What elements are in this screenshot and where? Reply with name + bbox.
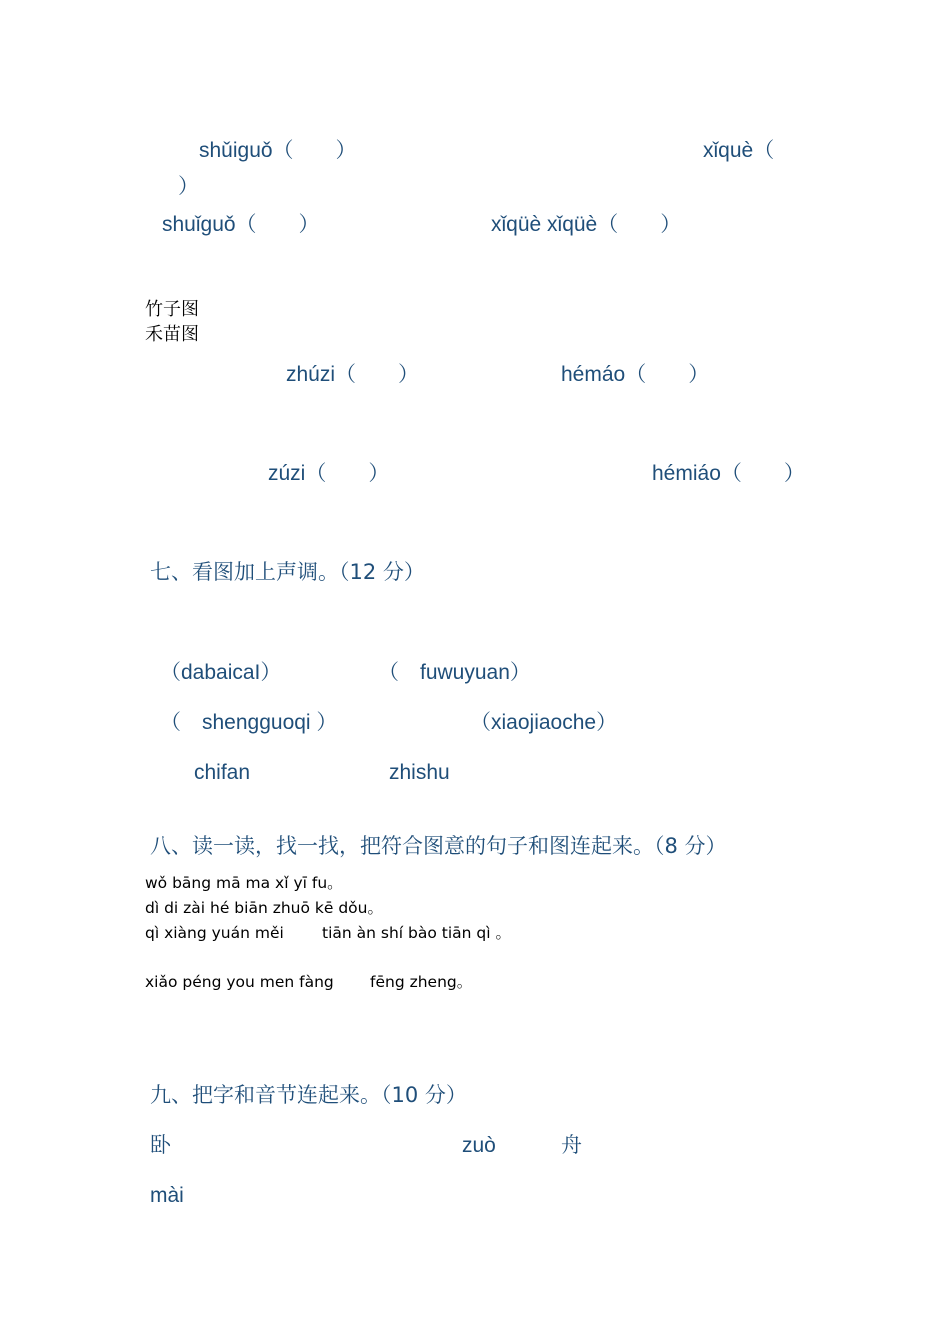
sentence-1: wǒ bāng mā ma xǐ yī fu。 (145, 874, 343, 892)
pinyin-shengguoqi: （ shengguoqi ） (160, 711, 338, 734)
picture-label-bamboo: 竹子图 (145, 299, 199, 320)
sentence-3b: tiān àn shí bào tiān qì 。 (322, 924, 511, 942)
pinyin-chifan: chifan (194, 761, 251, 784)
bracket-wrap: ） (178, 175, 199, 198)
pinyin-xiaojiaoche: （xiaojiaoche） (470, 711, 618, 734)
syllable-zuo: zuò (462, 1134, 496, 1157)
pinyin-shuiguo-1: shǔiguǒ（ ） (199, 139, 357, 162)
picture-label-seedling: 禾苗图 (145, 324, 199, 345)
sentence-2: dì di zài hé biān zhuō kē dǒu。 (145, 899, 383, 917)
pinyin-zhishu: zhishu (389, 761, 450, 784)
section-7-heading: 七、看图加上声调。（12 分） (150, 560, 425, 584)
char-zhou: 舟 (561, 1133, 582, 1157)
pinyin-xique-1: xǐquè（ (703, 139, 775, 162)
pinyin-zuzi: zúzi（ ） (268, 462, 390, 485)
char-wo: 卧 (150, 1133, 171, 1157)
section-9-heading: 九、把字和音节连起来。（10 分） (150, 1083, 467, 1107)
pinyin-zhuzi: zhúzi（ ） (286, 363, 420, 386)
pinyin-dabaicai: （dabaicaI） (160, 661, 282, 684)
pinyin-shuiguo-2: shuǐguǒ（ ） (162, 213, 320, 236)
section-8-heading: 八、读一读，找一找，把符合图意的句子和图连起来。（8 分） (150, 834, 727, 858)
pinyin-hemiao: hémiáo（ ） (652, 462, 805, 485)
pinyin-fuwuyuan: （ fuwuyuan） (378, 661, 531, 684)
pinyin-hemao: hémáo（ ） (561, 363, 710, 386)
syllable-mai: mài (150, 1184, 184, 1207)
sentence-3a: qì xiàng yuán měi (145, 924, 284, 942)
pinyin-xique-2: xǐqüè xǐqüè（ ） (491, 213, 682, 236)
sentence-4a: xiǎo péng you men fàng (145, 973, 334, 991)
sentence-4b: fēng zheng。 (370, 973, 473, 991)
